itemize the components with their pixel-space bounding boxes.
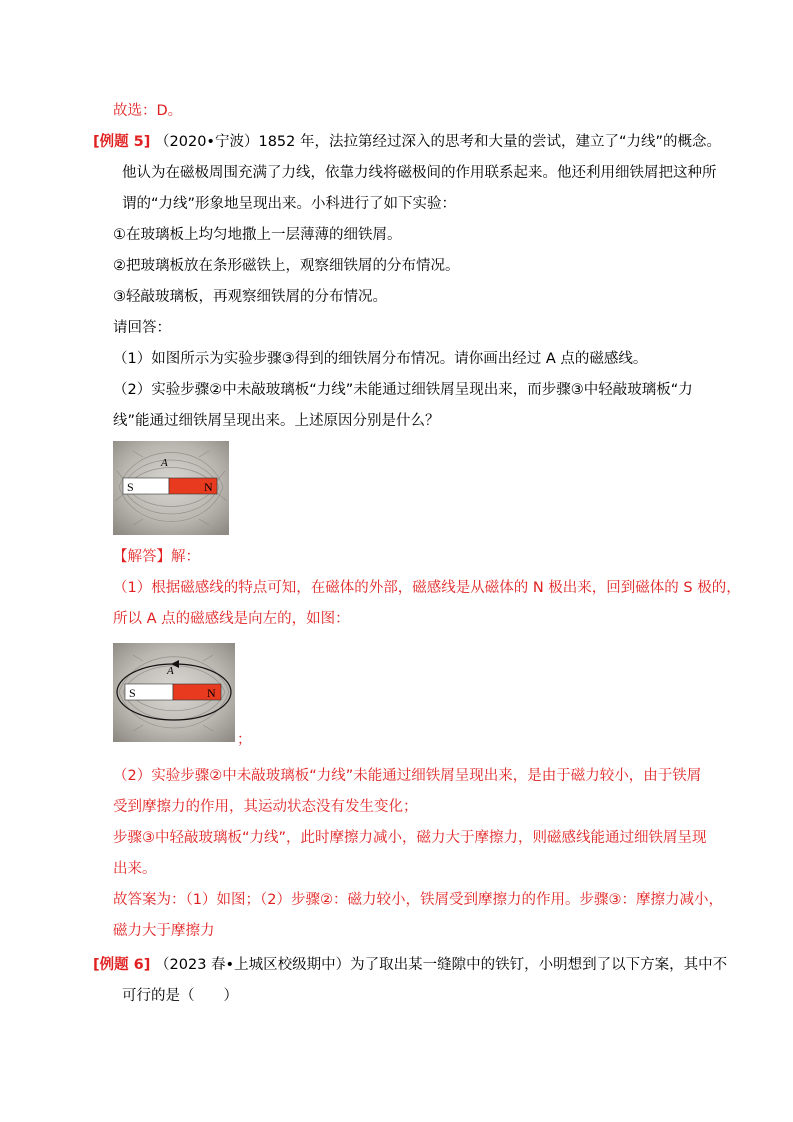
- previous-answer: 故选：D。: [113, 103, 183, 119]
- solution-line-4: 受到摩擦力的作用，其运动状态没有发生变化；: [113, 799, 418, 815]
- point-a-label-2: A: [167, 665, 174, 677]
- final-answer-line-2: 磁力大于摩擦力: [113, 923, 215, 939]
- example-6-tag: [例题 6]: [93, 957, 151, 973]
- pole-n-label: N: [204, 480, 213, 494]
- example-5-question-1: （1）如图所示为实验步骤③得到的细铁屑分布情况。请你画出经过 A 点的磁感线。: [113, 351, 648, 367]
- iron-filings-photo: [113, 441, 229, 535]
- example-5-line-1: 他认为在磁极周围充满了力线，依靠力线将磁极间的作用联系起来。他还利用细铁屑把这种所: [122, 165, 717, 181]
- example-5-first-line: [93, 132, 721, 152]
- solution-line-2: 所以 A 点的磁感线是向左的，如图：: [113, 611, 350, 627]
- example-5-question-2b: 线”能通过细铁屑呈现出来。上述原因分别是什么？: [113, 413, 440, 429]
- iron-filings-figure: [113, 441, 229, 535]
- example-6-first-line: [93, 955, 727, 975]
- final-answer-line-1: 故答案为：（1）如图；（2）步骤②：磁力较小，铁屑受到摩擦力的作用。步骤③：摩擦力减小，: [113, 892, 723, 908]
- solution-line-3: （2）实验步骤②中未敲玻璃板“力线”未能通过细铁屑呈现出来，是由于磁力较小，由于铁屑: [113, 768, 702, 784]
- example-5-line-0: （2020•宁波）1852 年，法拉第经过深入的思考和大量的尝试，建立了“力线”的概念。: [155, 134, 722, 150]
- solution-header: [113, 547, 200, 567]
- example-6-line-1: 可行的是（ ）: [122, 988, 238, 1004]
- solution-line-1: （1）根据磁感线的特点可知，在磁体的外部，磁感线是从磁体的 N 极出来，回到磁体的 S 极的，: [113, 580, 741, 596]
- figure-suffix: ；: [237, 732, 252, 748]
- example-5-step-2: ②把玻璃板放在条形磁铁上，观察细铁屑的分布情况。: [113, 258, 460, 274]
- pole-s-label-2: S: [129, 686, 136, 700]
- example-5-question-2a: （2）实验步骤②中未敲玻璃板“力线”未能通过细铁屑呈现出来，而步骤③中轻敲玻璃板“力: [113, 382, 693, 398]
- example-6-line-0: （2023 春•上城区校级期中）为了取出某一缝隙中的铁钉，小明想到了以下方案，其中不: [155, 957, 728, 973]
- example-5-step-3: ③轻敲玻璃板，再观察细铁屑的分布情况。: [113, 289, 387, 305]
- pole-n-label-2: N: [207, 686, 216, 700]
- point-a-label: A: [161, 457, 168, 469]
- solution-tag-suffix: 解：: [171, 549, 200, 565]
- example-5-step-1: ①在玻璃板上均匀地撒上一层薄薄的细铁屑。: [113, 227, 402, 243]
- solution-line-5: 步骤③中轻敲玻璃板“力线”，此时摩擦力减小，磁力大于摩擦力，则磁感线能通过细铁屑呈现: [113, 830, 707, 846]
- example-5-line-2: 谓的“力线”形象地呈现出来。小科进行了如下实验：: [122, 196, 457, 212]
- solution-line-6: 出来。: [113, 861, 157, 877]
- example-5-tag: [例题 5]: [93, 134, 151, 150]
- pole-s-label: S: [127, 480, 134, 494]
- solution-tag: 【解答】: [113, 549, 171, 565]
- example-5-prompt: 请回答：: [113, 320, 171, 336]
- field-line-figure: [113, 643, 235, 742]
- field-line-photo: [113, 643, 235, 742]
